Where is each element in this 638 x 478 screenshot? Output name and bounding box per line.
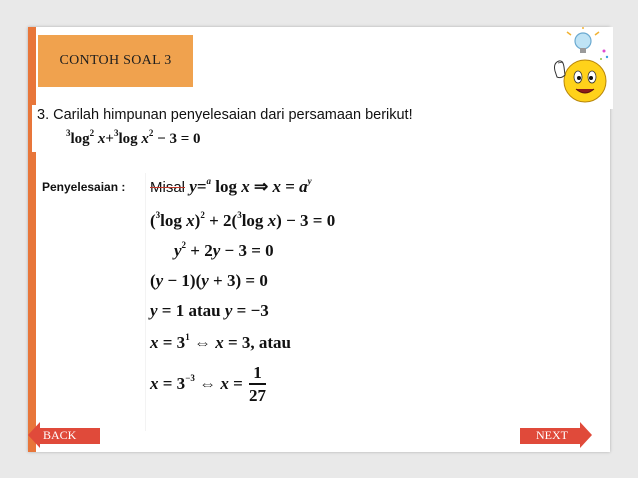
fraction-1-27: $\frac{1}{27}$	[249, 363, 267, 405]
slide-title: CONTOH SOAL 3	[38, 35, 193, 87]
problem-text: 3. Carilah himpunan penyelesaian dari persamaan berikut!	[37, 107, 413, 123]
problem-equation: $^3\log^2$ x+$^3$log $x^2 - 3 = 0$	[66, 128, 201, 147]
solution-steps	[145, 173, 400, 431]
step-6: $x = 3^{-3}$ ⇔ x = $\frac{1}{27}$	[150, 363, 267, 405]
thinking-emoji-icon	[549, 27, 613, 109]
step-3: (y − 1)(y + 3) = 0	[150, 271, 268, 290]
next-button[interactable]	[520, 420, 592, 450]
back-label: BACK	[43, 428, 77, 442]
problem-statement	[32, 105, 438, 152]
step-2: $y^2 + 2y - 3 = 0$	[174, 240, 274, 260]
step-5: $x = 3^1$ ⇔ x = 3, atau	[150, 332, 291, 352]
accent-bar	[28, 27, 36, 452]
step-substitution: Misal y=$^a$ log x ⇒ $x = a^y$	[150, 176, 312, 196]
step-1: ($^3$log x)$^2$ + 2($^3$log x) − 3 = 0	[150, 210, 336, 230]
slide	[28, 27, 610, 452]
solution-label: Penyelesaian :	[42, 180, 126, 194]
misal-word: Misal	[150, 179, 186, 196]
back-button[interactable]	[28, 420, 100, 450]
step-4: y = 1 atau y = −3	[150, 301, 269, 320]
next-label: NEXT	[536, 428, 568, 442]
